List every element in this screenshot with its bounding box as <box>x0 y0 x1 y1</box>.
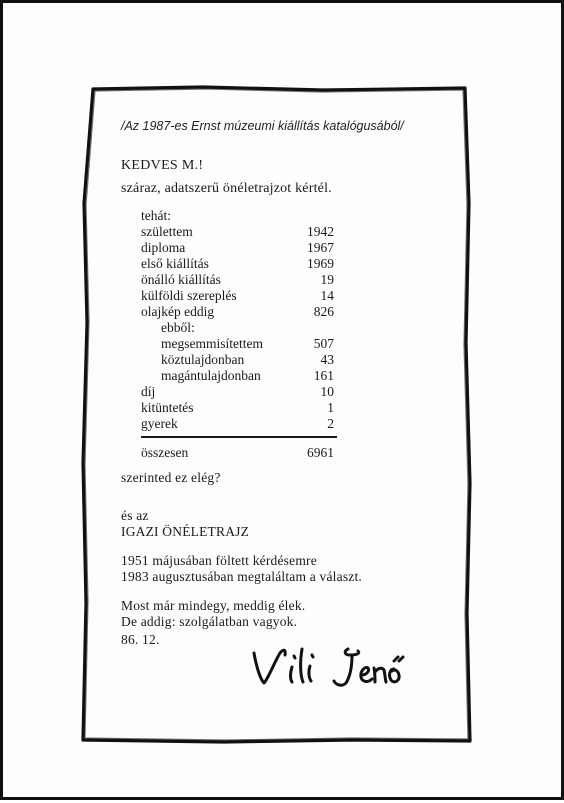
stat-value: 1942 <box>307 224 334 239</box>
stat-label: kitüntetés <box>141 400 194 415</box>
epigraph: /Az 1987-es Ernst múzeumi kiállítás katalógusából/ <box>121 119 404 133</box>
total-value: 6961 <box>307 445 334 460</box>
stat-value: 1 <box>327 400 334 415</box>
stat-label: megsemmisítettem <box>161 336 263 351</box>
intro-text: száraz, adatszerű önéletrajzot kértél. <box>121 181 332 196</box>
stat-value: 1967 <box>307 240 334 255</box>
stat-value: 10 <box>320 384 334 399</box>
real-bio-heading: IGAZI ÖNÉLETRAJZ <box>121 524 250 539</box>
handwritten-signature <box>248 639 438 699</box>
stat-value: 1969 <box>307 256 334 271</box>
greeting: KEDVES M.! <box>121 158 204 173</box>
closing-line-2: De addig: szolgálatban vagyok. <box>121 614 298 629</box>
closing-line-1: Most már mindegy, meddig élek. <box>121 598 306 613</box>
stat-value: 43 <box>320 352 334 367</box>
stat-value: 14 <box>320 288 334 303</box>
stat-row <box>141 272 334 288</box>
stat-row <box>141 224 334 240</box>
total-row <box>141 445 334 461</box>
and-the-text: és az <box>121 508 149 523</box>
stat-row <box>141 384 334 400</box>
stat-value: 507 <box>313 336 334 351</box>
stat-label: gyerek <box>141 416 178 431</box>
stat-row <box>141 304 334 320</box>
stat-label: olajkép eddig <box>141 304 215 319</box>
stat-row <box>141 256 334 272</box>
stat-value: 2 <box>327 416 334 431</box>
stat-sub-row <box>161 336 334 352</box>
stat-label: diploma <box>141 240 186 255</box>
stat-row <box>141 240 334 256</box>
stat-label: köztulajdonban <box>161 352 245 367</box>
stat-value: 161 <box>313 368 334 383</box>
stat-label: önálló kiállítás <box>141 272 221 287</box>
stat-label: díj <box>141 384 156 399</box>
stats-heading: tehát: <box>141 208 171 223</box>
stat-row <box>141 416 334 432</box>
stat-sub-row <box>161 368 334 384</box>
stat-sub-row <box>161 352 334 368</box>
question-text: szerinted ez elég? <box>121 470 221 485</box>
stat-value: 826 <box>313 304 334 319</box>
bio-line-1: 1951 májusában föltett kérdésemre <box>121 553 317 568</box>
stat-label: első kiállítás <box>141 256 209 271</box>
bio-line-2: 1983 augusztusában megtaláltam a választ. <box>121 569 362 584</box>
total-label: összesen <box>141 445 189 460</box>
stats-sub-heading: ebből: <box>161 320 195 335</box>
stat-row <box>141 288 334 304</box>
date-text: 86. 12. <box>121 632 160 647</box>
stat-label: külföldi szereplés <box>141 288 237 303</box>
letter-content <box>3 3 564 803</box>
sum-divider <box>141 436 337 438</box>
stat-label: születtem <box>141 224 193 239</box>
stat-label: magántulajdonban <box>161 368 261 383</box>
stat-row <box>141 400 334 416</box>
stat-value: 19 <box>320 272 334 287</box>
